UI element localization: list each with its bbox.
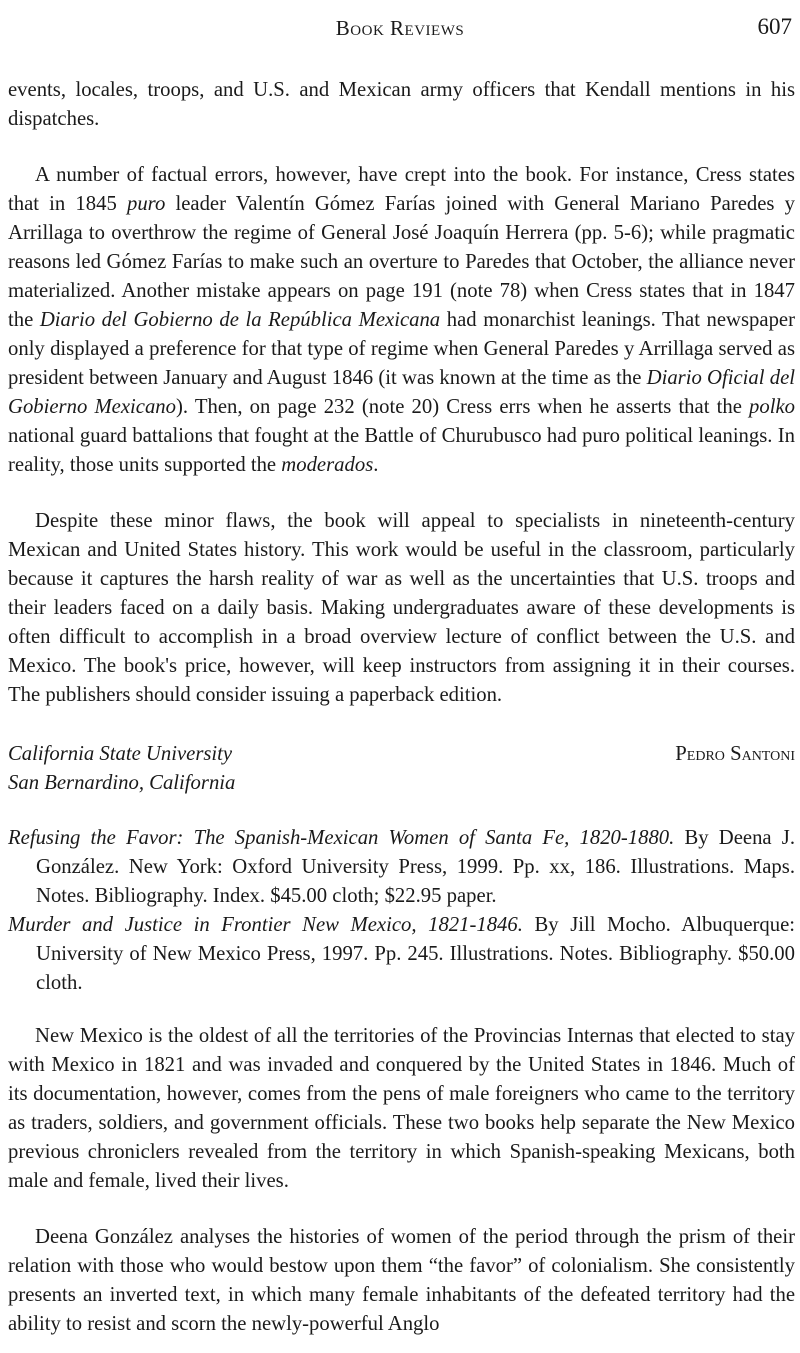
page-header <box>0 14 800 48</box>
reviewer-affiliation-line2: San Bernardino, California <box>8 772 236 794</box>
review1-paragraph-2: A number of factual errors, however, have crept into the book. For instance, Cress states that in 1845 puro leader Valentín Gómez Farías joined with General Mariano Paredes y Arrillaga to overthrow the regime of General José Joaquín Herrera (pp. 5-6); while pragmatic reasons led Gómez Farías to make such an overture to Paredes that October, the alliance never materialized. Another mistake appears on page 191 (note 78) when Cress states that in 1847 the Diario del Gobierno de la República Mexicana had monarchist leanings. That newspaper only displayed a preference for that type of regime when General Paredes y Arrillaga served as president between January and August 1846 (it was known at the time as the Diario Oficial del Gobierno Mexicano). Then, on page 232 (note 20) Cress errs when he asserts that the polko national guard battalions that fought at the Battle of Churubusco had puro political leanings. In reality, those units supported the moderados. <box>8 164 796 476</box>
review2-paragraph-2: Deena González analyses the histories of women of the period through the prism of their relation with those who would bestow upon them “the favor” of colonialism. She consistently presents an inverted text, in which many female inhabitants of the defeated territory had the ability to resist and scorn the newly-powerful Anglo <box>8 1226 795 1335</box>
book-citation-2: Murder and Justice in Frontier New Mexico, 1821-1846. By Jill Mocho. Albuquerque: University of New Mexico Press, 1997. Pp. 245. Illustrations. Notes. Bibliography. $50.00 cloth. <box>8 914 796 994</box>
reviewer-affiliation-line1: California State University <box>8 743 233 765</box>
page-body <box>8 76 795 1339</box>
running-head: Book Reviews <box>335 16 465 40</box>
book-citations <box>8 824 795 998</box>
review2-paragraph-1: New Mexico is the oldest of all the territories of the Provincias Internas that elected to stay with Mexico in 1821 and was invaded and conquered by the United States in 1846. Much of its documentation, however, comes from the pens of male foreigners who came to the territory as traders, soldiers, and government officials. These two books help separate the New Mexico previous chroniclers revealed from the territory in which Spanish-speaking Mexicans, both male and female, lived their lives. <box>8 1025 795 1192</box>
reviewer-name: Pedro Santoni <box>675 743 795 765</box>
book-citation-1: Refusing the Favor: The Spanish-Mexican Women of Santa Fe, 1820-1880. By Deena J. González. New York: Oxford University Press, 1999. Pp. xx, 186. Illustrations. Maps. Notes. Bibliography. Index. $45.00 cloth; $22.95 paper. <box>8 827 795 907</box>
page-number: 607 <box>757 14 792 39</box>
review-signature <box>8 740 795 798</box>
review1-paragraph-3: Despite these minor flaws, the book will appeal to specialists in nineteenth-century Mexican and United States history. This work would be useful in the classroom, particularly because it captures the harsh reality of war as well as the uncertainties that U.S. troops and their leaders faced on a daily basis. Making undergraduates aware of these developments is often difficult to accomplish in a broad overview lecture of conflict between the U.S. and Mexico. The book's price, however, will keep instructors from assigning it in their courses. The publishers should consider issuing a paperback edition. <box>8 510 795 706</box>
review1-paragraph-1: events, locales, troops, and U.S. and Mexican army officers that Kendall mentions in his dispatches. <box>8 79 795 130</box>
